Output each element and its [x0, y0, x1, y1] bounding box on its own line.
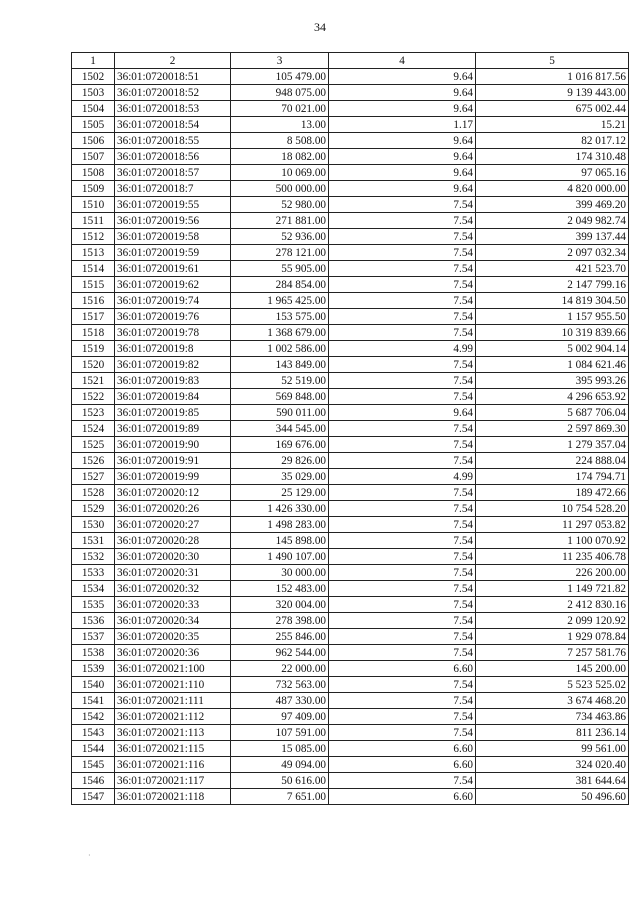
row-number-cell: 1503 — [72, 85, 115, 101]
cadastral-number-cell: 36:01:0720019:74 — [115, 293, 231, 309]
value-cell: 1 100 070.92 — [476, 533, 629, 549]
value-cell: 10 319 839.66 — [476, 325, 629, 341]
value-cell: 2 597 869.30 — [476, 421, 629, 437]
rate-cell: 7.54 — [329, 245, 476, 261]
area-cell: 15 085.00 — [231, 741, 329, 757]
cadastral-number-cell: 36:01:0720019:83 — [115, 373, 231, 389]
cadastral-number-cell: 36:01:0720020:28 — [115, 533, 231, 549]
value-cell: 11 297 053.82 — [476, 517, 629, 533]
table-row — [72, 389, 629, 405]
row-number-cell: 1534 — [72, 581, 115, 597]
value-cell: 11 235 406.78 — [476, 549, 629, 565]
rate-cell: 7.54 — [329, 213, 476, 229]
cadastral-number-cell: 36:01:0720019:84 — [115, 389, 231, 405]
table-row — [72, 677, 629, 693]
rate-cell: 7.54 — [329, 629, 476, 645]
table-row — [72, 741, 629, 757]
cadastral-number-cell: 36:01:0720020:31 — [115, 565, 231, 581]
cadastral-number-cell: 36:01:0720020:34 — [115, 613, 231, 629]
column-header-3: 3 — [231, 53, 329, 69]
area-cell: 52 936.00 — [231, 229, 329, 245]
table-row — [72, 661, 629, 677]
rate-cell: 7.54 — [329, 773, 476, 789]
rate-cell: 7.54 — [329, 277, 476, 293]
row-number-cell: 1515 — [72, 277, 115, 293]
table-row — [72, 613, 629, 629]
rate-cell: 7.54 — [329, 709, 476, 725]
scan-mark: · — [88, 851, 91, 860]
area-cell: 487 330.00 — [231, 693, 329, 709]
rate-cell: 6.60 — [329, 757, 476, 773]
row-number-cell: 1525 — [72, 437, 115, 453]
column-header-2: 2 — [115, 53, 231, 69]
rate-cell: 9.64 — [329, 133, 476, 149]
cadastral-number-cell: 36:01:0720021:116 — [115, 757, 231, 773]
value-cell: 2 147 799.16 — [476, 277, 629, 293]
rate-cell: 7.54 — [329, 437, 476, 453]
cadastral-number-cell: 36:01:0720019:78 — [115, 325, 231, 341]
area-cell: 278 121.00 — [231, 245, 329, 261]
row-number-cell: 1513 — [72, 245, 115, 261]
table-row — [72, 165, 629, 181]
row-number-cell: 1523 — [72, 405, 115, 421]
area-cell: 29 826.00 — [231, 453, 329, 469]
area-cell: 590 011.00 — [231, 405, 329, 421]
table-row — [72, 485, 629, 501]
value-cell: 1 157 955.50 — [476, 309, 629, 325]
table-row — [72, 373, 629, 389]
area-cell: 962 544.00 — [231, 645, 329, 661]
row-number-cell: 1546 — [72, 773, 115, 789]
rate-cell: 7.54 — [329, 517, 476, 533]
row-number-cell: 1524 — [72, 421, 115, 437]
value-cell: 2 412 830.16 — [476, 597, 629, 613]
area-cell: 107 591.00 — [231, 725, 329, 741]
value-cell: 9 139 443.00 — [476, 85, 629, 101]
row-number-cell: 1544 — [72, 741, 115, 757]
area-cell: 52 980.00 — [231, 197, 329, 213]
value-cell: 381 644.64 — [476, 773, 629, 789]
area-cell: 1 965 425.00 — [231, 293, 329, 309]
cadastral-number-cell: 36:01:0720018:7 — [115, 181, 231, 197]
area-cell: 569 848.00 — [231, 389, 329, 405]
area-cell: 22 000.00 — [231, 661, 329, 677]
rate-cell: 1.17 — [329, 117, 476, 133]
cadastral-number-cell: 36:01:0720020:27 — [115, 517, 231, 533]
cadastral-number-cell: 36:01:0720018:52 — [115, 85, 231, 101]
row-number-cell: 1542 — [72, 709, 115, 725]
cadastral-number-cell: 36:01:0720019:8 — [115, 341, 231, 357]
cadastral-number-cell: 36:01:0720020:26 — [115, 501, 231, 517]
row-number-cell: 1528 — [72, 485, 115, 501]
rate-cell: 7.54 — [329, 485, 476, 501]
table-row — [72, 133, 629, 149]
area-cell: 284 854.00 — [231, 277, 329, 293]
cadastral-number-cell: 36:01:0720019:55 — [115, 197, 231, 213]
value-cell: 734 463.86 — [476, 709, 629, 725]
cadastral-number-cell: 36:01:0720020:35 — [115, 629, 231, 645]
rate-cell: 4.99 — [329, 341, 476, 357]
row-number-cell: 1533 — [72, 565, 115, 581]
table-row — [72, 565, 629, 581]
table-row — [72, 117, 629, 133]
page-number: 34 — [314, 20, 326, 34]
value-cell: 14 819 304.50 — [476, 293, 629, 309]
row-number-cell: 1511 — [72, 213, 115, 229]
table-row — [72, 597, 629, 613]
row-number-cell: 1521 — [72, 373, 115, 389]
row-number-cell: 1535 — [72, 597, 115, 613]
value-cell: 50 496.60 — [476, 789, 629, 805]
table-row — [72, 725, 629, 741]
table-row — [72, 229, 629, 245]
area-cell: 105 479.00 — [231, 69, 329, 85]
area-cell: 13.00 — [231, 117, 329, 133]
row-number-cell: 1543 — [72, 725, 115, 741]
area-cell: 25 129.00 — [231, 485, 329, 501]
row-number-cell: 1538 — [72, 645, 115, 661]
value-cell: 226 200.00 — [476, 565, 629, 581]
row-number-cell: 1530 — [72, 517, 115, 533]
table-row — [72, 693, 629, 709]
value-cell: 10 754 528.20 — [476, 501, 629, 517]
area-cell: 70 021.00 — [231, 101, 329, 117]
table-row — [72, 437, 629, 453]
table-row — [72, 533, 629, 549]
cadastral-number-cell: 36:01:0720021:100 — [115, 661, 231, 677]
cadastral-number-cell: 36:01:0720019:76 — [115, 309, 231, 325]
area-cell: 30 000.00 — [231, 565, 329, 581]
area-cell: 7 651.00 — [231, 789, 329, 805]
cadastral-number-cell: 36:01:0720021:117 — [115, 773, 231, 789]
rate-cell: 7.54 — [329, 533, 476, 549]
area-cell: 97 409.00 — [231, 709, 329, 725]
cadastral-number-cell: 36:01:0720020:36 — [115, 645, 231, 661]
rate-cell: 9.64 — [329, 405, 476, 421]
value-cell: 189 472.66 — [476, 485, 629, 501]
area-cell: 1 368 679.00 — [231, 325, 329, 341]
rate-cell: 7.54 — [329, 645, 476, 661]
value-cell: 1 279 357.04 — [476, 437, 629, 453]
rate-cell: 7.54 — [329, 565, 476, 581]
value-cell: 5 002 904.14 — [476, 341, 629, 357]
table-row — [72, 549, 629, 565]
table-row — [72, 789, 629, 805]
table-row — [72, 709, 629, 725]
rate-cell: 7.54 — [329, 549, 476, 565]
row-number-cell: 1522 — [72, 389, 115, 405]
rate-cell: 9.64 — [329, 165, 476, 181]
value-cell: 395 993.26 — [476, 373, 629, 389]
area-cell: 18 082.00 — [231, 149, 329, 165]
rate-cell: 7.54 — [329, 309, 476, 325]
rate-cell: 7.54 — [329, 693, 476, 709]
row-number-cell: 1504 — [72, 101, 115, 117]
table-row — [72, 85, 629, 101]
cadastral-number-cell: 36:01:0720021:112 — [115, 709, 231, 725]
area-cell: 49 094.00 — [231, 757, 329, 773]
row-number-cell: 1517 — [72, 309, 115, 325]
row-number-cell: 1502 — [72, 69, 115, 85]
value-cell: 811 236.14 — [476, 725, 629, 741]
value-cell: 5 523 525.02 — [476, 677, 629, 693]
cadastral-number-cell: 36:01:0720018:56 — [115, 149, 231, 165]
rate-cell: 7.54 — [329, 453, 476, 469]
value-cell: 421 523.70 — [476, 261, 629, 277]
row-number-cell: 1536 — [72, 613, 115, 629]
table-row — [72, 645, 629, 661]
table-row — [72, 421, 629, 437]
area-cell: 8 508.00 — [231, 133, 329, 149]
cadastral-number-cell: 36:01:0720020:12 — [115, 485, 231, 501]
cadastral-number-cell: 36:01:0720020:32 — [115, 581, 231, 597]
row-number-cell: 1520 — [72, 357, 115, 373]
rate-cell: 6.60 — [329, 661, 476, 677]
cadastral-number-cell: 36:01:0720019:91 — [115, 453, 231, 469]
table-row — [72, 149, 629, 165]
area-cell: 145 898.00 — [231, 533, 329, 549]
table-row — [72, 405, 629, 421]
value-cell: 1 016 817.56 — [476, 69, 629, 85]
value-cell: 2 049 982.74 — [476, 213, 629, 229]
area-cell: 732 563.00 — [231, 677, 329, 693]
data-table — [71, 52, 629, 805]
table-header-row — [72, 53, 629, 69]
rate-cell: 7.54 — [329, 325, 476, 341]
value-cell: 15.21 — [476, 117, 629, 133]
row-number-cell: 1514 — [72, 261, 115, 277]
area-cell: 1 002 586.00 — [231, 341, 329, 357]
area-cell: 500 000.00 — [231, 181, 329, 197]
area-cell: 271 881.00 — [231, 213, 329, 229]
table-row — [72, 261, 629, 277]
value-cell: 2 099 120.92 — [476, 613, 629, 629]
table-row — [72, 517, 629, 533]
table-row — [72, 453, 629, 469]
area-cell: 948 075.00 — [231, 85, 329, 101]
rate-cell: 7.54 — [329, 389, 476, 405]
area-cell: 55 905.00 — [231, 261, 329, 277]
rate-cell: 7.54 — [329, 501, 476, 517]
rate-cell: 9.64 — [329, 149, 476, 165]
table-row — [72, 757, 629, 773]
area-cell: 143 849.00 — [231, 357, 329, 373]
cadastral-number-cell: 36:01:0720019:59 — [115, 245, 231, 261]
column-header-4: 4 — [329, 53, 476, 69]
table-row — [72, 101, 629, 117]
table-row — [72, 581, 629, 597]
rate-cell: 6.60 — [329, 741, 476, 757]
area-cell: 255 846.00 — [231, 629, 329, 645]
table-row — [72, 197, 629, 213]
cadastral-number-cell: 36:01:0720021:115 — [115, 741, 231, 757]
cadastral-number-cell: 36:01:0720018:51 — [115, 69, 231, 85]
row-number-cell: 1532 — [72, 549, 115, 565]
area-cell: 35 029.00 — [231, 469, 329, 485]
row-number-cell: 1529 — [72, 501, 115, 517]
row-number-cell: 1518 — [72, 325, 115, 341]
value-cell: 3 674 468.20 — [476, 693, 629, 709]
row-number-cell: 1547 — [72, 789, 115, 805]
row-number-cell: 1526 — [72, 453, 115, 469]
row-number-cell: 1540 — [72, 677, 115, 693]
rate-cell: 7.54 — [329, 421, 476, 437]
table-row — [72, 181, 629, 197]
column-header-1: 1 — [72, 53, 115, 69]
value-cell: 99 561.00 — [476, 741, 629, 757]
row-number-cell: 1539 — [72, 661, 115, 677]
area-cell: 344 545.00 — [231, 421, 329, 437]
rate-cell: 7.54 — [329, 725, 476, 741]
cadastral-number-cell: 36:01:0720018:54 — [115, 117, 231, 133]
row-number-cell: 1541 — [72, 693, 115, 709]
area-cell: 1 498 283.00 — [231, 517, 329, 533]
table-row — [72, 325, 629, 341]
cadastral-number-cell: 36:01:0720019:58 — [115, 229, 231, 245]
table-row — [72, 629, 629, 645]
rate-cell: 9.64 — [329, 69, 476, 85]
area-cell: 169 676.00 — [231, 437, 329, 453]
cadastral-number-cell: 36:01:0720019:56 — [115, 213, 231, 229]
value-cell: 1 084 621.46 — [476, 357, 629, 373]
cadastral-number-cell: 36:01:0720021:111 — [115, 693, 231, 709]
value-cell: 7 257 581.76 — [476, 645, 629, 661]
rate-cell: 7.54 — [329, 261, 476, 277]
value-cell: 97 065.16 — [476, 165, 629, 181]
row-number-cell: 1505 — [72, 117, 115, 133]
cadastral-number-cell: 36:01:0720019:61 — [115, 261, 231, 277]
area-cell: 1 490 107.00 — [231, 549, 329, 565]
cadastral-number-cell: 36:01:0720019:90 — [115, 437, 231, 453]
table-row — [72, 293, 629, 309]
value-cell: 675 002.44 — [476, 101, 629, 117]
table-row — [72, 69, 629, 85]
cadastral-number-cell: 36:01:0720020:30 — [115, 549, 231, 565]
row-number-cell: 1531 — [72, 533, 115, 549]
table-row — [72, 341, 629, 357]
cadastral-number-cell: 36:01:0720018:57 — [115, 165, 231, 181]
cadastral-number-cell: 36:01:0720019:62 — [115, 277, 231, 293]
table-row — [72, 469, 629, 485]
table-row — [72, 245, 629, 261]
rate-cell: 7.54 — [329, 613, 476, 629]
value-cell: 1 149 721.82 — [476, 581, 629, 597]
area-cell: 10 069.00 — [231, 165, 329, 181]
row-number-cell: 1537 — [72, 629, 115, 645]
rate-cell: 7.54 — [329, 357, 476, 373]
value-cell: 174 310.48 — [476, 149, 629, 165]
row-number-cell: 1527 — [72, 469, 115, 485]
value-cell: 4 296 653.92 — [476, 389, 629, 405]
rate-cell: 9.64 — [329, 181, 476, 197]
rate-cell: 7.54 — [329, 293, 476, 309]
table-row — [72, 357, 629, 373]
cadastral-number-cell: 36:01:0720020:33 — [115, 597, 231, 613]
cadastral-number-cell: 36:01:0720021:110 — [115, 677, 231, 693]
value-cell: 1 929 078.84 — [476, 629, 629, 645]
row-number-cell: 1519 — [72, 341, 115, 357]
row-number-cell: 1510 — [72, 197, 115, 213]
value-cell: 224 888.04 — [476, 453, 629, 469]
row-number-cell: 1545 — [72, 757, 115, 773]
value-cell: 399 137.44 — [476, 229, 629, 245]
cadastral-number-cell: 36:01:0720021:113 — [115, 725, 231, 741]
rate-cell: 9.64 — [329, 101, 476, 117]
value-cell: 145 200.00 — [476, 661, 629, 677]
cadastral-number-cell: 36:01:0720021:118 — [115, 789, 231, 805]
table-row — [72, 501, 629, 517]
row-number-cell: 1512 — [72, 229, 115, 245]
cadastral-number-cell: 36:01:0720018:55 — [115, 133, 231, 149]
rate-cell: 7.54 — [329, 677, 476, 693]
cadastral-number-cell: 36:01:0720019:89 — [115, 421, 231, 437]
value-cell: 2 097 032.34 — [476, 245, 629, 261]
cadastral-number-cell: 36:01:0720019:85 — [115, 405, 231, 421]
rate-cell: 7.54 — [329, 373, 476, 389]
area-cell: 278 398.00 — [231, 613, 329, 629]
cadastral-number-cell: 36:01:0720018:53 — [115, 101, 231, 117]
table-row — [72, 773, 629, 789]
area-cell: 50 616.00 — [231, 773, 329, 789]
value-cell: 399 469.20 — [476, 197, 629, 213]
row-number-cell: 1509 — [72, 181, 115, 197]
rate-cell: 7.54 — [329, 581, 476, 597]
value-cell: 174 794.71 — [476, 469, 629, 485]
rate-cell: 9.64 — [329, 85, 476, 101]
table-row — [72, 213, 629, 229]
column-header-5: 5 — [476, 53, 629, 69]
row-number-cell: 1506 — [72, 133, 115, 149]
value-cell: 82 017.12 — [476, 133, 629, 149]
cadastral-number-cell: 36:01:0720019:82 — [115, 357, 231, 373]
rate-cell: 4.99 — [329, 469, 476, 485]
area-cell: 320 004.00 — [231, 597, 329, 613]
table-body — [72, 69, 629, 805]
value-cell: 324 020.40 — [476, 757, 629, 773]
rate-cell: 7.54 — [329, 597, 476, 613]
area-cell: 153 575.00 — [231, 309, 329, 325]
row-number-cell: 1508 — [72, 165, 115, 181]
area-cell: 52 519.00 — [231, 373, 329, 389]
value-cell: 5 687 706.04 — [476, 405, 629, 421]
value-cell: 4 820 000.00 — [476, 181, 629, 197]
table-row — [72, 309, 629, 325]
table-row — [72, 277, 629, 293]
rate-cell: 6.60 — [329, 789, 476, 805]
rate-cell: 7.54 — [329, 197, 476, 213]
area-cell: 1 426 330.00 — [231, 501, 329, 517]
area-cell: 152 483.00 — [231, 581, 329, 597]
rate-cell: 7.54 — [329, 229, 476, 245]
cadastral-number-cell: 36:01:0720019:99 — [115, 469, 231, 485]
row-number-cell: 1507 — [72, 149, 115, 165]
row-number-cell: 1516 — [72, 293, 115, 309]
